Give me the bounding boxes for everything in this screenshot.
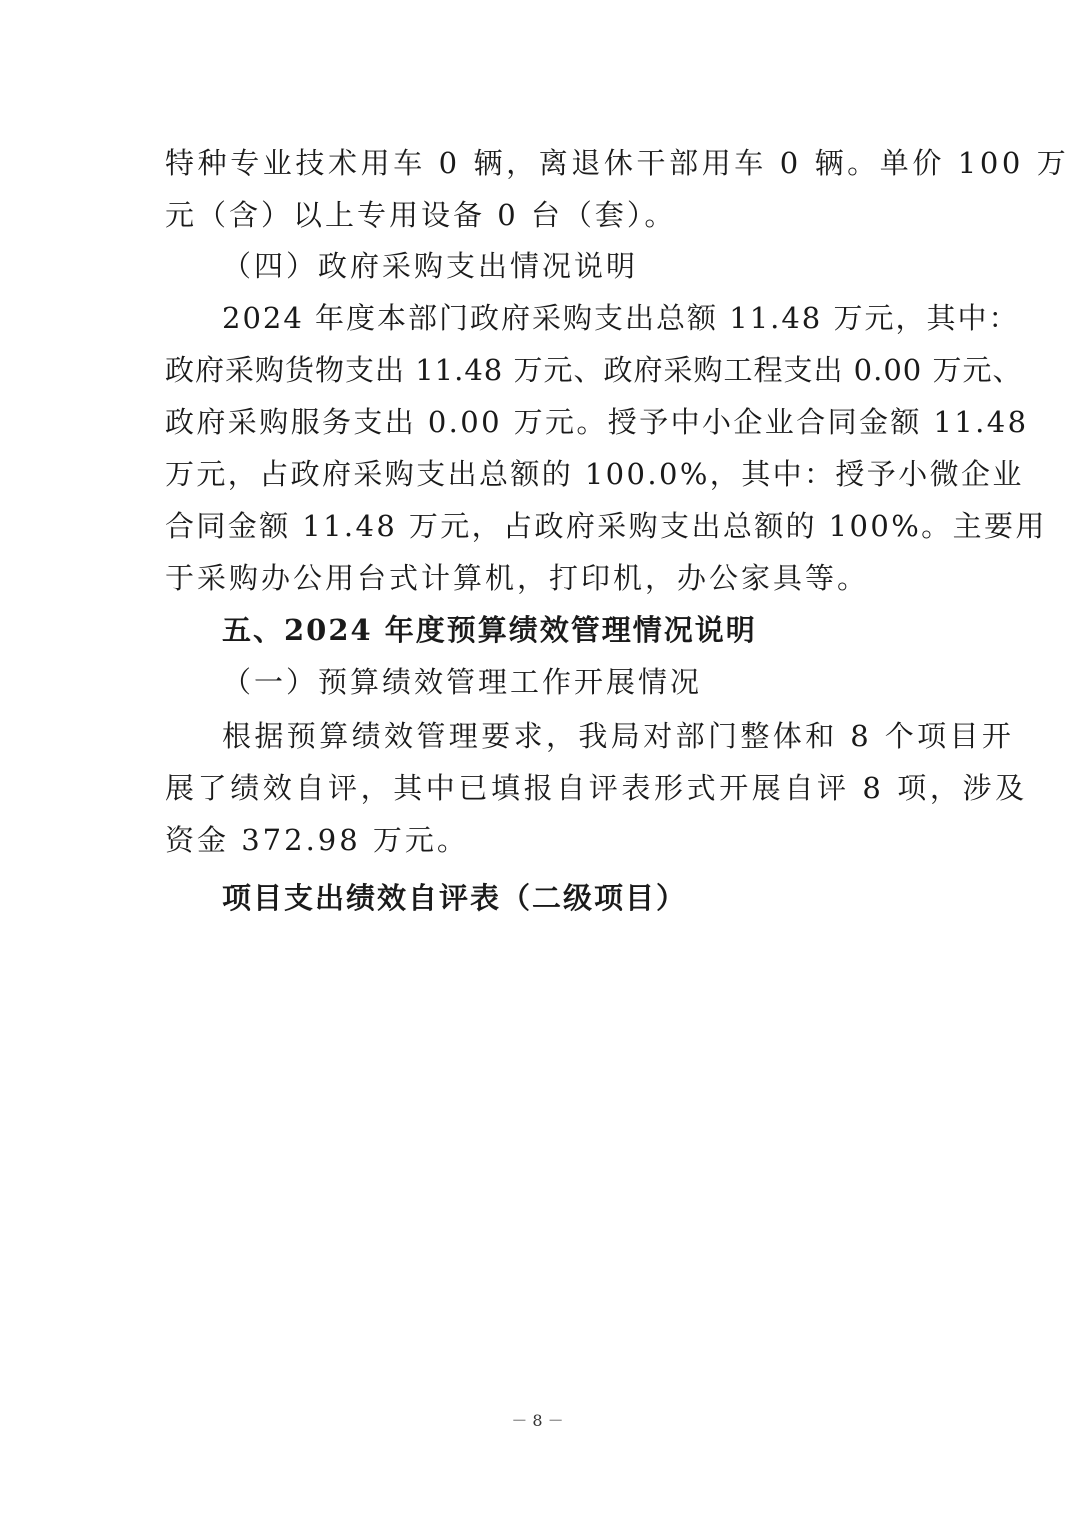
paragraph-procurement-line-1: 2024 年度本部门政府采购支出总额 11.48 万元，其中：	[222, 301, 1020, 335]
paragraph-performance-line-3: 资金 372.98 万元。	[165, 823, 469, 857]
paragraph-procurement-line-3: 政府采购服务支出 0.00 万元。授予中小企业合同金额 11.48	[165, 405, 1029, 439]
paragraph-vehicles-line-2: 元（含）以上专用设备 0 台（套）。	[165, 198, 677, 232]
paragraph-procurement-line-2: 政府采购货物支出 11.48 万元、政府采购工程支出 0.00 万元、	[165, 353, 1023, 387]
table-title-project-self-evaluation: 项目支出绩效自评表（二级项目）	[222, 881, 688, 915]
chapter-heading-performance: 五、2024 年度预算绩效管理情况说明	[222, 613, 757, 647]
paragraph-procurement-line-5: 合同金额 11.48 万元，占政府采购支出总额的 100%。主要用	[165, 509, 1047, 543]
paragraph-procurement-line-4: 万元，占政府采购支出总额的 100.0%，其中：授予小微企业	[165, 457, 1024, 491]
paragraph-procurement-line-6: 于采购办公用台式计算机，打印机，办公家具等。	[165, 561, 870, 595]
paragraph-performance-line-1: 根据预算绩效管理要求，我局对部门整体和 8 个项目开	[222, 719, 1015, 753]
paragraph-performance-line-2: 展了绩效自评，其中已填报自评表形式开展自评 8 项，涉及	[165, 771, 1028, 805]
page-number: － 8 －	[511, 1411, 564, 1430]
section-heading-procurement: （四）政府采购支出情况说明	[222, 249, 639, 283]
paragraph-vehicles-line-1: 特种专业技术用车 0 辆，离退休干部用车 0 辆。单价 100 万	[165, 146, 1070, 180]
section-heading-performance-work: （一）预算绩效管理工作开展情况	[222, 665, 703, 699]
